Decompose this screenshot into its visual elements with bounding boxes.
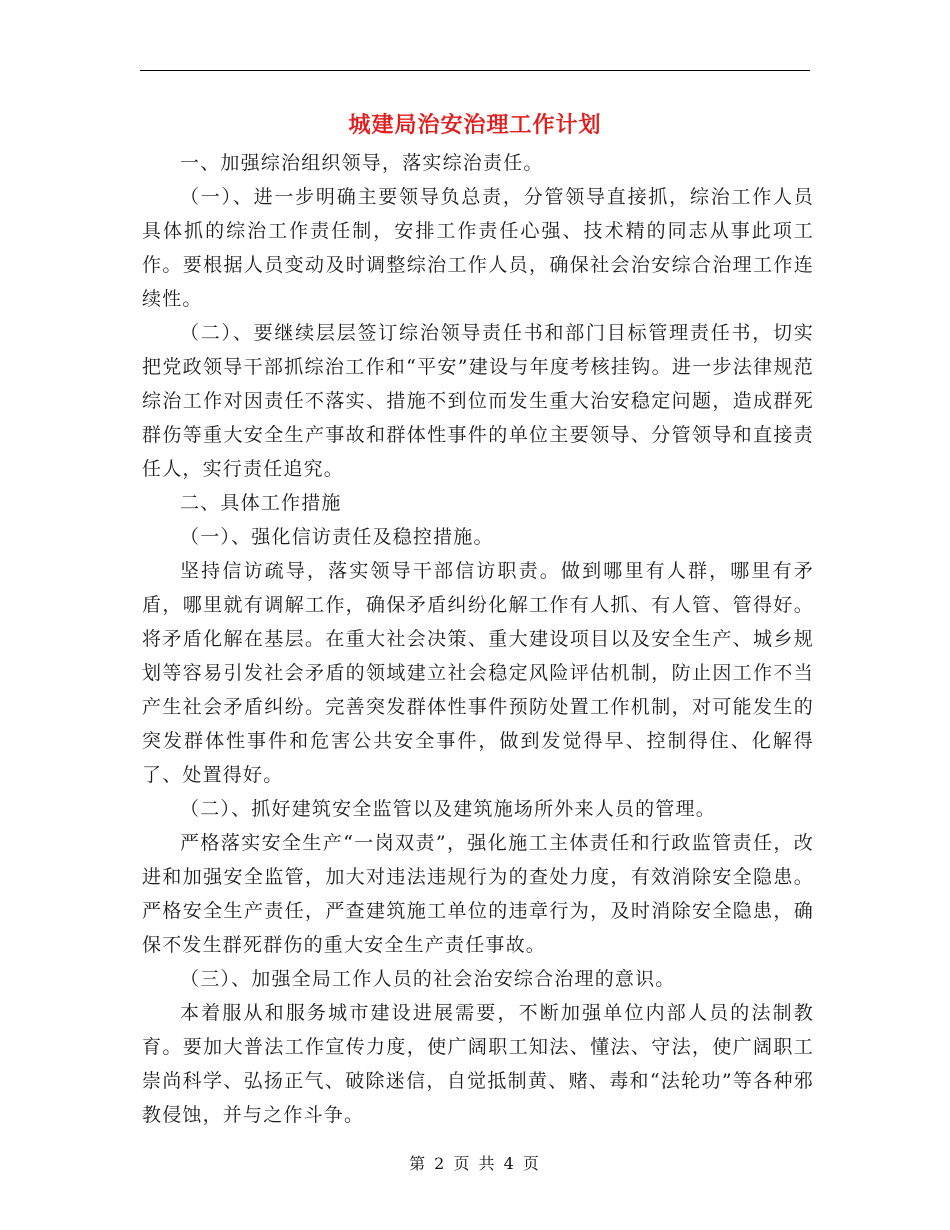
paragraph-section-1-heading: 一、加强综治组织领导，落实综治责任。 xyxy=(180,152,544,174)
document-title: 城建局治安治理工作计划 xyxy=(348,112,602,138)
header-rule xyxy=(140,70,810,71)
paragraph-2-3-body: 本着服从和服务城市建设进展需要，不断加强单位内部人员的法制教育。要加大普法工作宣传力度，使广阔职工知法、懂法、守法，使广阔职工崇尚科学、弘扬正气、破除迷信，自觉抵制黄、赌、毒和“法轮功”等各种邪教侵蚀，并与之作斗争。 xyxy=(142,1002,814,1126)
paragraph-2-1-heading: （一）、强化信访责任及稳控措施。 xyxy=(180,526,494,548)
document-body xyxy=(142,146,814,1132)
paragraph-2-2-heading: （二）、抓好建筑安全监管以及建筑施场所外来人员的管理。 xyxy=(180,798,716,820)
paragraph-2-3-heading: （三）、加强全局工作人员的社会治安综合治理的意识。 xyxy=(180,968,676,990)
paragraph-1-1: （一）、进一步明确主要领导负总责，分管领导直接抓，综治工作人员具体抓的综治工作责任制，安排工作责任心强、技术精的同志从事此项工作。要根据人员变动及时调整综治工作人员，确保社会治安综合治理工作连续性。 xyxy=(142,186,814,310)
paragraph-2-1-body: 坚持信访疏导，落实领导干部信访职责。做到哪里有人群，哪里有矛盾，哪里就有调解工作，确保矛盾纠纷化解工作有人抓、有人管、管得好。将矛盾化解在基层。在重大社会决策、重大建设项目以及安全生产、城乡规划等容易引发社会矛盾的领域建立社会稳定风险评估机制，防止因工作不当产生社会矛盾纠纷。完善突发群体性事件预防处置工作机制，对可能发生的突发群体性事件和危害公共安全事件，做到发觉得早、控制得住、化解得了、处置得好。 xyxy=(142,560,814,786)
paragraph-section-2-heading: 二、具体工作措施 xyxy=(180,492,342,514)
paragraph-2-2-body: 严格落实安全生产“一岗双责”，强化施工主体责任和行政监管责任，改进和加强安全监管，加大对违法违规行为的查处力度，有效消除安全隐患。严格安全生产责任，严查建筑施工单位的违章行为，及时消除安全隐患，确保不发生群死群伤的重大安全生产责任事故。 xyxy=(142,832,814,956)
page-number-footer: 第 2 页 共 4 页 xyxy=(409,1154,541,1173)
paragraph-1-2: （二）、要继续层层签订综治领导责任书和部门目标管理责任书，切实把党政领导干部抓综治工作和“平安”建设与年度考核挂钩。进一步法律规范综治工作对因责任不落实、措施不到位而发生重大治安稳定问题，造成群死群伤等重大安全生产事故和群体性事件的单位主要领导、分管领导和直接责任人，实行责任追究。 xyxy=(142,322,814,480)
